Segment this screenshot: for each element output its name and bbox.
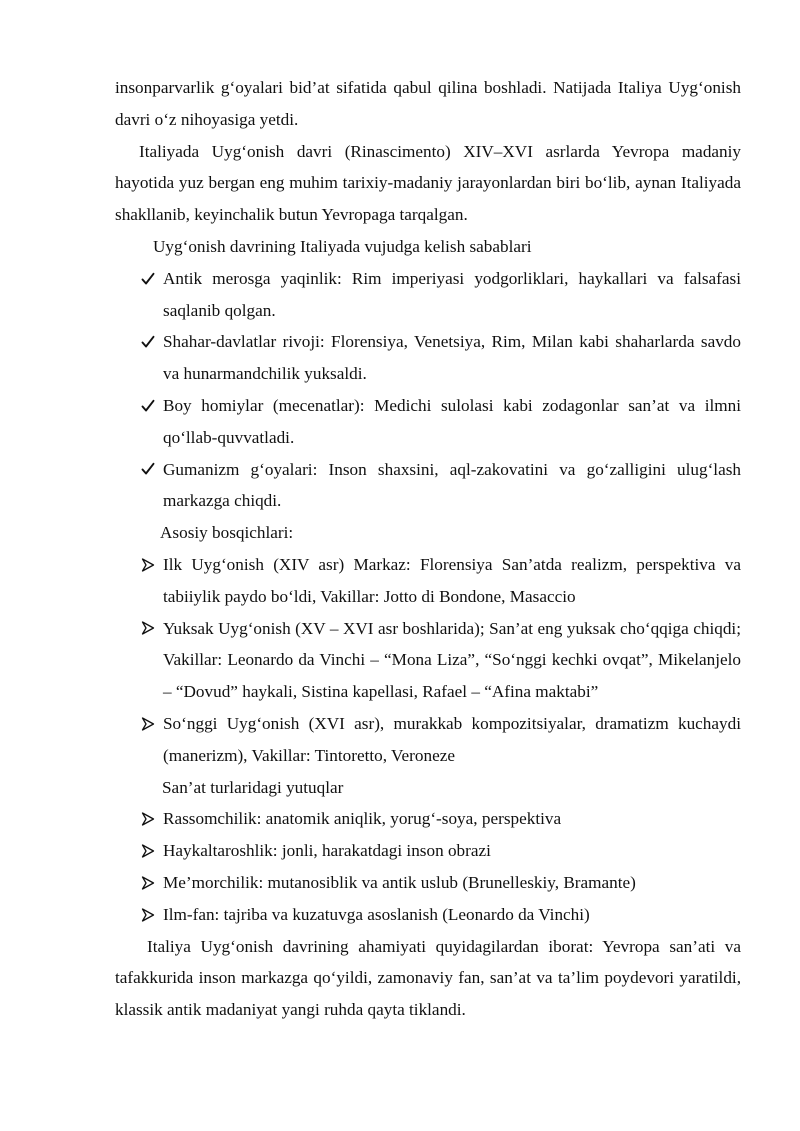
list-item [115,835,741,867]
paragraph-conclusion: Italiya Uyg‘onish davrining ahamiyati quyidagilardan iborat: Yevropa san’ati va tafakkurida inson markazga qo‘yildi, zamonaviy fan, san’at va ta’lim poydevori yaratildi, klassik antik madaniyat yangi ruhda qayta tiklandi. [115,936,741,1020]
list-item [115,549,741,613]
list-item [115,390,741,454]
list-item [115,263,741,327]
list-item [115,867,741,899]
list-item [115,899,741,931]
list-item [115,803,741,835]
paragraph-rinascimento: Italiyada Uyg‘onish davri (Rinascimento) XIV–XVI asrlarda Yevropa madaniy hayotida yuz bergan eng muhim tarixiy-madaniy jarayonlardan biri bo‘lib, aynan Italiyada shakllanib, keyinchalik butun Yevropaga tarqalgan. [115,141,741,225]
list-item-text: Antik merosga yaqinlik: Rim imperiyasi yodgorliklari, haykallari va falsafasi saqlanib qolgan. [163,268,741,320]
achievements-list [115,803,741,930]
section-heading-stages: Asosiy bosqichlari: [160,523,294,543]
checkmark-icon [140,454,156,486]
checkmark-icon [140,390,156,422]
list-item-text: Yuksak Uyg‘onish (XV – XVI asr boshlarida); San’at eng yuksak cho‘qqiga chiqdi; Vakillar: Leonardo da Vinchi – “Mona Liza”, “So‘nggi kechki ovqat”, Mikelanjelo – “Dovud” haykali, Sistina kapellasi, Rafael – “Afina maktabi” [163,618,741,702]
checkmark-icon [140,326,156,358]
arrowhead-icon [140,899,156,931]
list-item-text: Rassomchilik: anatomik aniqlik, yorug‘-soya, perspektiva [163,809,562,829]
list-item-text: So‘nggi Uyg‘onish (XVI asr), murakkab kompozitsiyalar, dramatizm kuchaydi (manerizm), Vakillar: Tintoretto, Veroneze [163,713,741,765]
list-item-text: Me’morchilik: mutanosiblik va antik uslub (Brunelleskiy, Bramante) [163,872,636,892]
section-heading-achievements: San’at turlaridagi yutuqlar [162,777,344,797]
arrowhead-icon [140,708,156,740]
arrowhead-icon [140,613,156,645]
list-item [115,613,741,708]
arrowhead-icon [140,867,156,899]
paragraph-intro: insonparvarlik g‘oyalari bid’at sifatida qabul qilina boshladi. Natijada Italiya Uyg‘onish davri o‘z nihoyasiga yetdi. [115,78,741,129]
list-item [115,708,741,772]
list-item [115,454,741,518]
document-page [115,72,741,1026]
arrowhead-icon [140,803,156,835]
list-item [115,326,741,390]
list-item-text: Haykaltaroshlik: jonli, harakatdagi inson obrazi [163,841,491,861]
arrowhead-icon [140,835,156,867]
list-item-text: Ilk Uyg‘onish (XIV asr) Markaz: Florensiya San’atda realizm, perspektiva va tabiiylik paydo bo‘ldi, Vakillar: Jotto di Bondone, Masaccio [163,554,741,606]
list-item-text: Boy homiylar (mecenatlar): Medichi sulolasi kabi zodagonlar san’at va ilmni qo‘llab-quvvatladi. [163,395,741,447]
stages-list [115,549,741,772]
list-item-text: Shahar-davlatlar rivoji: Florensiya, Venetsiya, Rim, Milan kabi shaharlarda savdo va hunarmandchilik yuksaldi. [163,332,741,384]
arrowhead-icon [140,549,156,581]
checkmark-icon [140,263,156,295]
list-item-text: Gumanizm g‘oyalari: Inson shaxsini, aql-zakovatini va go‘zalligini ulug‘lash markazga chiqdi. [163,459,741,511]
reasons-list [115,263,741,517]
section-heading-reasons: Uyg‘onish davrining Italiyada vujudga kelish sabablari [153,236,532,256]
list-item-text: Ilm-fan: tajriba va kuzatuvga asoslanish (Leonardo da Vinchi) [163,904,590,924]
